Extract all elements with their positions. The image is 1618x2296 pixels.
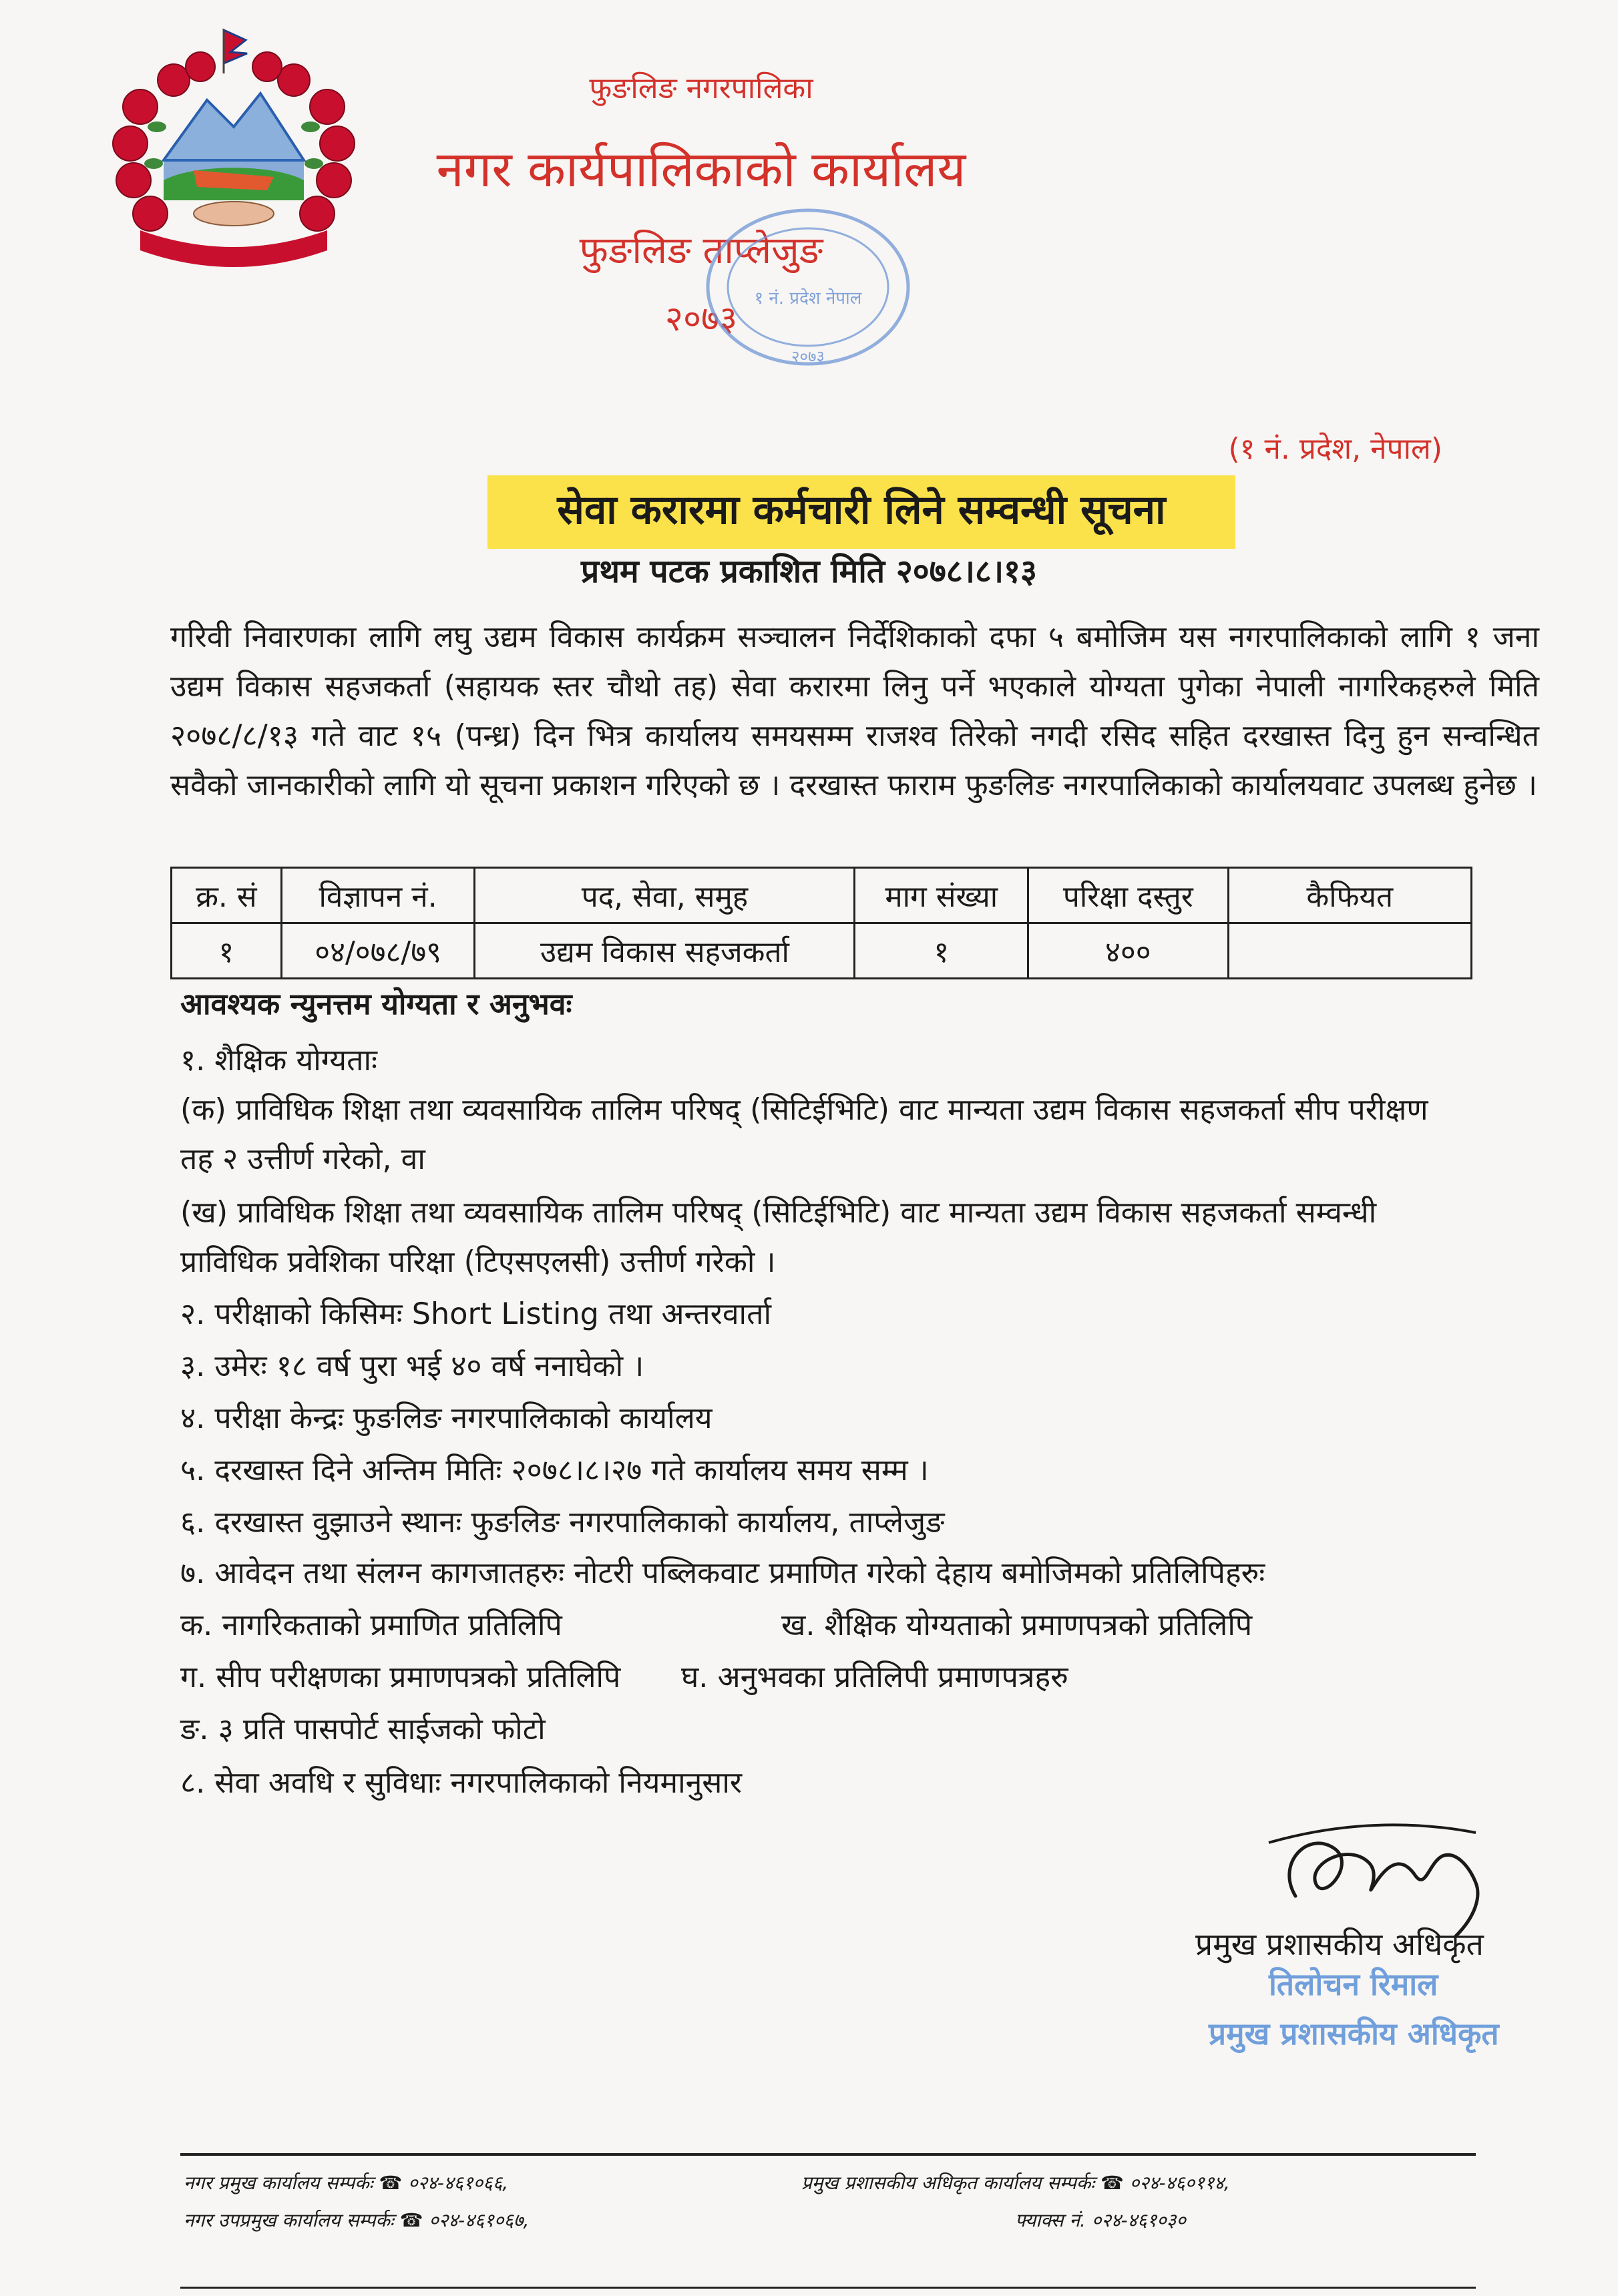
document-skill-test-certificate: ग. सीप परीक्षणका प्रमाणपत्रको प्रतिलिपि <box>180 1660 621 1694</box>
office-name: नगर कार्यपालिकाको कार्यालय <box>436 141 966 198</box>
education-heading: १. शैक्षिक योग्यताः <box>180 1044 377 1078</box>
footer-divider-bottom <box>180 2287 1476 2289</box>
requirement-age: ३. उमेरः १८ वर्ष पुरा भई ४० वर्ष ननाघेको । <box>180 1349 644 1383</box>
header-demand: माग संख्या <box>855 868 1028 923</box>
cao-office-contact: प्रमुख प्रशासकीय अधिकृत कार्यालय सम्पर्कः ☎ ०२४-४६०११४, <box>801 2172 1230 2194</box>
footer-divider-top <box>180 2153 1476 2156</box>
signatory-name: तिलोचन रिमाल <box>1269 1966 1438 2002</box>
stamp-text: १ नं. प्रदेश नेपाल <box>754 288 862 308</box>
cell-advert-no: ०४/०७८/७९ <box>281 923 475 979</box>
requirement-exam-type: २. परीक्षाको किसिमः Short Listing तथा अन्तरवार्ता <box>180 1297 771 1331</box>
municipality-name: फुङलिङ नगरपालिका <box>589 71 813 105</box>
document-education-certificate: ख. शैक्षिक योग्यताको प्रमाणपत्रको प्रतिलिपि <box>781 1608 1253 1642</box>
deputy-mayor-office-contact: नगर उपप्रमुख कार्यालय सम्पर्कः ☎ ०२४-४६१०६७, <box>184 2209 530 2231</box>
requirements-heading: आवश्यक न्युनत्तम योग्यता र अनुभवः <box>180 987 572 1021</box>
requirement-deadline: ५. दरखास्त दिने अन्तिम मितिः २०७८।८।२७ गते कार्यालय समय सम्म । <box>180 1453 929 1487</box>
education-option-a-line1: (क) प्राविधिक शिक्षा तथा व्यवसायिक तालिम परिषद् (सिटिईभिटि) वाट मान्यता उद्यम विकास सहजकर्ता सीप परीक्षण <box>180 1093 1428 1127</box>
cell-exam-fee: ४०० <box>1028 923 1229 979</box>
cell-demand: १ <box>855 923 1028 979</box>
header-exam-fee: परिक्षा दस्तुर <box>1028 868 1229 923</box>
fax-number: फ्याक्स नं. ०२४-४६१०३० <box>1015 2209 1186 2231</box>
notice-title: सेवा करारमा कर्मचारी लिने सम्वन्धी सूचना <box>557 487 1166 533</box>
education-option-b-line2: प्राविधिक प्रवेशिका परिक्षा (टिएसएलसी) उत्तीर्ण गरेको । <box>180 1245 776 1279</box>
vacancy-table <box>170 867 1472 979</box>
document-experience-certificate: घ. अनुभवका प्रतिलिपी प्रमाणपत्रहरु <box>681 1660 1068 1694</box>
requirement-submission-place: ६. दरखास्त वुझाउने स्थानः फुङलिङ नगरपालिकाको कार्यालय, ताप्लेजुङ <box>180 1506 945 1540</box>
publication-date: प्रथम पटक प्रकाशित मिति २०७८।८।१३ <box>581 553 1037 590</box>
signatory-stamp <box>1182 1963 1543 2076</box>
header-advert-no: विज्ञापन नं. <box>281 868 475 923</box>
requirement-exam-center: ४. परीक्षा केन्द्रः फुङलिङ नगरपालिकाको कार्यालय <box>180 1401 713 1435</box>
education-option-a-line2: तह २ उत्तीर्ण गरेको, वा <box>180 1142 425 1176</box>
table-row <box>172 923 1472 979</box>
province-label: (१ नं. प्रदेश, नेपाल) <box>1228 432 1442 466</box>
stamp-year: २०७३ <box>791 347 825 366</box>
header-serial: क्र. सं <box>172 868 282 923</box>
table-header-row <box>172 868 1472 923</box>
established-year: २०७३ <box>664 299 738 339</box>
header-position: पद, सेवा, समुह <box>475 868 855 923</box>
document-citizenship: क. नागरिकताको प्रमाणित प्रतिलिपि <box>180 1608 562 1642</box>
requirement-service-terms: ८. सेवा अवधि र सुविधाः नगरपालिकाको नियमानुसार <box>180 1766 743 1800</box>
education-option-b-line1: (ख) प्राविधिक शिक्षा तथा व्यवसायिक तालिम परिषद् (सिटिईभिटि) वाट मान्यता उद्यम विकास सहजकर्ता सम्वन्धी <box>180 1196 1377 1230</box>
requirement-documents: ७. आवेदन तथा संलग्न कागजातहरुः नोटरी पब्लिकवाट प्रमाणित गरेको देहाय बमोजिमको प्रतिलिपिहरुः <box>180 1556 1265 1590</box>
official-round-stamp <box>674 187 942 394</box>
signatory-stamp-title: प्रमुख प्रशासकीय अधिकृत <box>1209 2016 1499 2052</box>
notice-intro-paragraph: गरिवी निवारणका लागि लघु उद्यम विकास कार्यक्रम सञ्चालन निर्देशिकाको दफा ५ बमोजिम यस नगरपालिकाको लागि १ जना उद्यम विकास सहजकर्ता (सहायक स्तर चौथो तह) सेवा करारमा लिनु पर्ने भएकाले योग्यता पुगेका नेपाली नागरिकहरुले मिति २०७८/८/१३ गते वाट १५ (पन्ध्र) दिन भित्र कार्यालय समयसम्म राजश्व तिरेको नगदी रसिद सहित दरखास्त दिनु हुन सन्वन्धित सवैको जानकारीको लागि यो सूचना प्रकाशन गरिएको छ । दरखास्त फाराम फुङलिङ नगरपालिकाको कार्यालयवाट उपलब्ध हुनेछ । <box>170 620 1539 802</box>
office-place: फुङलिङ ताप्लेजुङ <box>579 229 823 272</box>
signatory-title: प्रमुख प्रशासकीय अधिकृत <box>1195 1926 1484 1962</box>
cell-serial: १ <box>172 923 282 979</box>
mayor-office-contact: नगर प्रमुख कार्यालय सम्पर्कः ☎ ०२४-४६१०६६, <box>184 2172 509 2194</box>
cell-position: उद्यम विकास सहजकर्ता <box>475 923 855 979</box>
document-photo: ङ. ३ प्रति पासपोर्ट साईजको फोटो <box>180 1712 546 1747</box>
cell-remarks <box>1228 923 1471 979</box>
header-remarks: कैफियत <box>1228 868 1471 923</box>
